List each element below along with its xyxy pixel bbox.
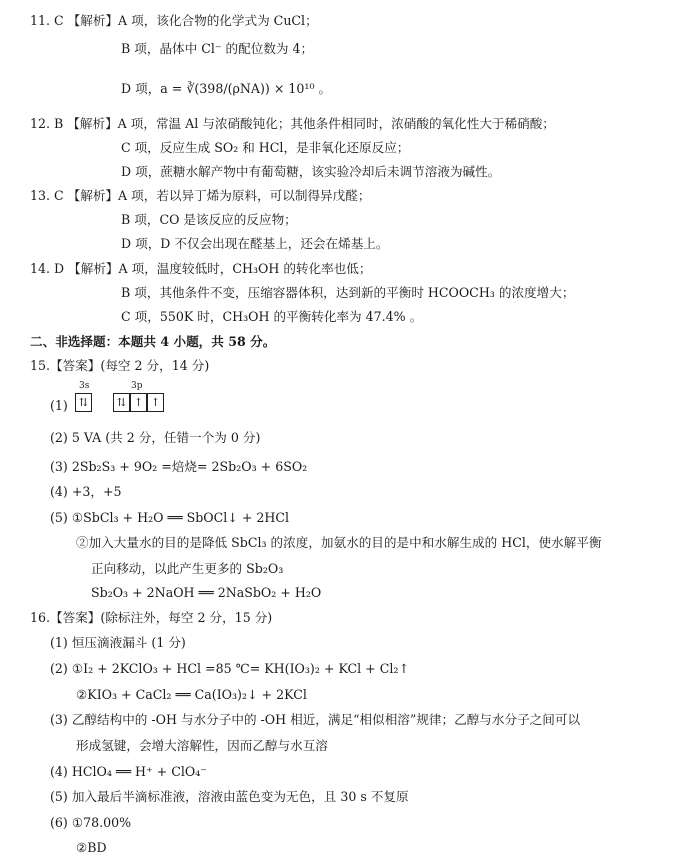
q15-part-5-2a: ②加入大量水的目的是降低 SbCl₃ 的浓度，加氨水的目的是中和水解生成的 HCl，使水解平衡 bbox=[76, 535, 602, 550]
q16-part-2-1: (2) ①I₂ + 2KClO₃ + HCl =85 ℃= KH(IO₃)₂ + KCl + Cl₂↑ bbox=[50, 661, 409, 676]
orbital-box-3s: ⇅ bbox=[75, 393, 92, 412]
section-heading: 二、非选择题：本题共 4 小题，共 58 分。 bbox=[30, 334, 276, 349]
q13-line-b: B 项，CO 是该反应的反应物； bbox=[121, 212, 297, 227]
q16-part-4: (4) HClO₄ ══ H⁺ + ClO₄⁻ bbox=[50, 764, 207, 779]
q16-part-6-2: ②BD bbox=[76, 840, 107, 855]
q16-part-3a: (3) 乙醇结构中的 -OH 与水分子中的 -OH 相近，满足“相似相溶”规律；乙醇与水分子之间可以 bbox=[50, 712, 581, 727]
q15-part-2: (2) 5 VA (共 2 分，任错一个为 0 分) bbox=[50, 430, 261, 445]
q11-line-a: 11. C 【解析】A 项，该化合物的化学式为 CuCl； bbox=[30, 13, 318, 28]
q12-line-a: 12. B 【解析】A 项，常温 Al 与浓硝酸钝化；其他条件相同时，浓硝酸的氧化性大于稀硝酸； bbox=[30, 116, 555, 131]
q16-part-6-1: (6) ①78.00% bbox=[50, 815, 132, 830]
orbital-box-3p-2: ↑ bbox=[130, 393, 147, 412]
q15-part-5-2c: Sb₂O₃ + 2NaOH ══ 2NaSbO₂ + H₂O bbox=[91, 585, 322, 600]
q14-line-a: 14. D 【解析】A 项，温度较低时，CH₃OH 的转化率也低； bbox=[30, 261, 372, 276]
q13-line-a: 13. C 【解析】A 项，若以异丁烯为原料，可以制得异戊醛； bbox=[30, 188, 371, 203]
q15-part-5-2b: 正向移动，以此产生更多的 Sb₂O₃ bbox=[91, 561, 284, 576]
q16-part-1: (1) 恒压滴液漏斗 (1 分) bbox=[50, 635, 186, 650]
q16-part-5: (5) 加入最后半滴标准液，溶液由蓝色变为无色，且 30 s 不复原 bbox=[50, 789, 409, 804]
orbital-diagram bbox=[50, 380, 180, 420]
q14-line-c: C 项，550K 时，CH₃OH 的平衡转化率为 47.4% 。 bbox=[121, 309, 423, 324]
q15-part-4: (4) +3，+5 bbox=[50, 484, 122, 499]
label-3s: 3s bbox=[79, 381, 90, 391]
q15-part-3: (3) 2Sb₂S₃ + 9O₂ =焙烧= 2Sb₂O₃ + 6SO₂ bbox=[50, 459, 308, 474]
q16-part-2-2: ②KIO₃ + CaCl₂ ══ Ca(IO₃)₂↓ + 2KCl bbox=[76, 687, 307, 702]
orbital-box-3p-1: ⇅ bbox=[113, 393, 130, 412]
q11-line-b: B 项，晶体中 Cl⁻ 的配位数为 4； bbox=[121, 41, 314, 56]
label-3p: 3p bbox=[131, 381, 143, 391]
q16-answer-heading: 16.【答案】(除标注外，每空 2 分，15 分) bbox=[30, 610, 273, 625]
q14-line-b: B 项，其他条件不变，压缩容器体积，达到新的平衡时 HCOOCH₃ 的浓度增大； bbox=[121, 285, 575, 300]
q15-part-5-1: (5) ①SbCl₃ + H₂O ══ SbOCl↓ + 2HCl bbox=[50, 510, 290, 525]
q16-part-3b: 形成氢键，会增大溶解性，因而乙醇与水互溶 bbox=[76, 738, 328, 753]
q13-line-d: D 项，D 不仅会出现在醛基上，还会在烯基上。 bbox=[121, 236, 389, 251]
orbital-box-3p-3: ↑ bbox=[147, 393, 164, 412]
orbital-prefix: (1) bbox=[50, 398, 68, 413]
q12-line-d: D 项，蔗糖水解产物中有葡萄糖，该实验冷却后未调节溶液为碱性。 bbox=[121, 164, 501, 179]
q15-answer-heading: 15.【答案】(每空 2 分，14 分) bbox=[30, 358, 210, 373]
q12-line-c: C 项，反应生成 SO₂ 和 HCl，是非氧化还原反应； bbox=[121, 140, 410, 155]
q11-line-d: D 项，a = ∛(398/(ρNA)) × 10¹⁰ 。 bbox=[121, 81, 332, 96]
